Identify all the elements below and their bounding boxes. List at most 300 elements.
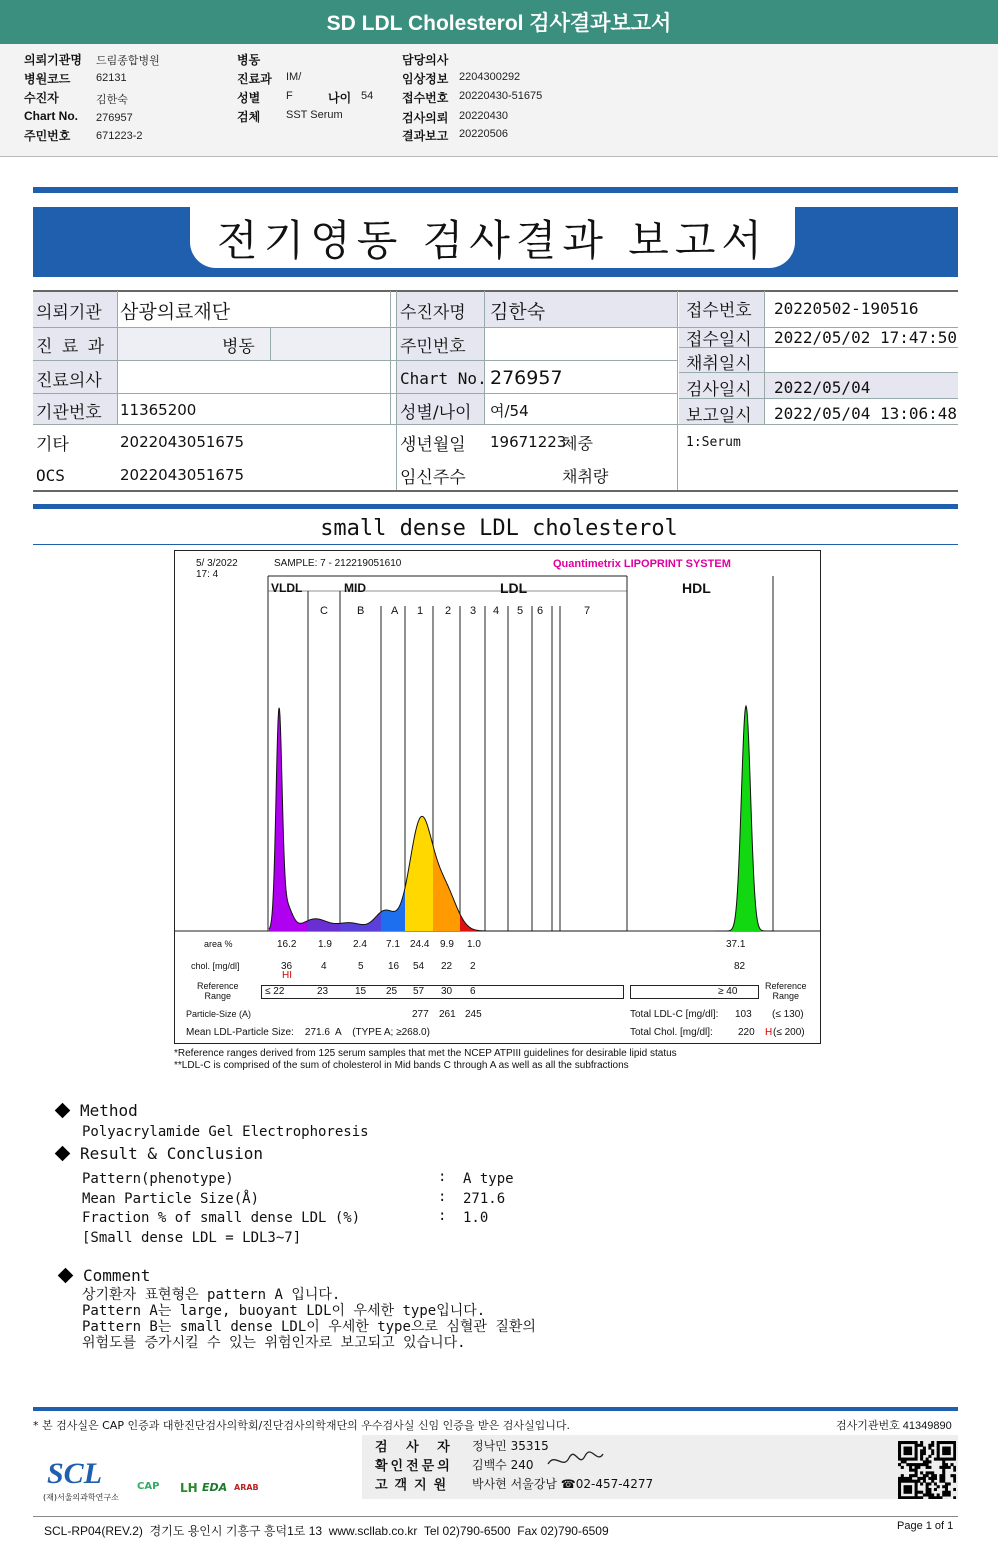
result-value-size: 271.6 [463,1191,506,1207]
value-clinical-info: 2204300292 [459,71,521,83]
value-institution-no: 11365200 [120,401,197,419]
value-specimen: SST Serum [286,109,343,121]
ref-label-left: Reference Range [197,981,239,1001]
label-etc: 기타 [36,434,69,455]
label-receipt-datetime: 접수일시 [686,329,752,350]
value-rrn: 671223-2 [96,130,143,142]
particle-label: Particle-Size (A) [186,1009,252,1019]
chol-ldl3: 2 [470,961,476,972]
qr-module [906,1480,909,1483]
qr-module [928,1493,931,1496]
qr-module [906,1488,909,1491]
value-confirm-doctor: 김백수 240 [472,1458,534,1472]
qr-module [950,1463,953,1466]
qr-module [909,1463,912,1466]
label-dob: 생년월일 [400,434,466,455]
qr-module [948,1441,951,1444]
label-collection-volume: 채취량 [562,466,609,486]
scl-logo: SCL [47,1457,103,1490]
ref-ldl3: 6 [470,986,476,997]
qr-module [901,1477,904,1480]
value-sex: F [286,90,293,102]
qr-module [906,1463,909,1466]
chol-ldl2: 22 [441,961,453,972]
ref-vldl: ≤ 22 [265,986,285,997]
label-pregnancy-weeks: 임신주수 [400,467,466,488]
qr-module [953,1449,956,1452]
chol-vldl: 36 [281,961,293,972]
qr-module [917,1477,920,1480]
qr-module [928,1455,931,1458]
qr-module [920,1458,923,1461]
band-c: C [320,605,328,617]
value-receipt-number: 20220502-190516 [774,298,919,318]
area-hdl: 37.1 [726,939,746,950]
qr-module [923,1474,926,1477]
qr-module [926,1458,929,1461]
qr-module [939,1466,942,1469]
qr-module [942,1447,945,1450]
chart-footnote-1: *Reference ranges derived from 125 serum samples that met the NCEP ATPIII guidelines for desirable lipid status [174,1048,677,1059]
qr-module [909,1466,912,1469]
qr-module [928,1482,931,1485]
label-confirm-doctor: 확인전문의 [375,1459,453,1474]
qr-module [942,1493,945,1496]
header-info-panel [0,44,998,157]
diamond-bullet-icon [55,1146,71,1162]
qr-module [915,1496,918,1499]
qr-module [898,1482,901,1485]
qr-module [928,1447,931,1450]
label-rrn: 주민번호 [24,129,71,143]
qr-module [915,1482,918,1485]
qr-module [953,1488,956,1491]
band-hdl: HDL [682,580,711,596]
chart-sample: SAMPLE: 7 - 212219051610 [274,558,402,569]
qr-module [937,1493,940,1496]
qr-module [942,1491,945,1494]
qr-module [945,1441,948,1444]
qr-module [898,1493,901,1496]
label-institution-no: 기관번호 [36,402,102,423]
area-vldl: 16.2 [277,939,297,950]
qr-module [948,1491,951,1494]
qr-module [904,1460,907,1463]
label-receipt-number: 접수번호 [686,300,752,321]
value-chart-number: 276957 [490,367,563,389]
qr-module [909,1488,912,1491]
qr-module [953,1496,956,1499]
qr-module [923,1463,926,1466]
qr-module [909,1496,912,1499]
qr-module [926,1485,929,1488]
qr-module [928,1466,931,1469]
qr-module [937,1485,940,1488]
chol-label: chol. [mg/dl] [191,961,240,971]
qr-module [953,1469,956,1472]
ref-box-right [630,985,759,999]
qr-module [939,1474,942,1477]
qr-module [928,1477,931,1480]
qr-module [942,1485,945,1488]
qr-module [920,1444,923,1447]
qr-module [926,1491,929,1494]
qr-module [950,1441,953,1444]
footer-page: Page 1 of 1 [897,1520,954,1532]
qr-module [915,1449,918,1452]
arab-badge: ARAB [234,1483,259,1492]
area-label: area % [204,939,233,949]
band-ldl1: 1 [417,605,424,617]
value-report-date: 20220506 [459,128,508,140]
qr-module [898,1444,901,1447]
value-request-date: 20220430 [459,110,508,122]
qr-module [934,1474,937,1477]
qr-module [901,1474,904,1477]
chol-hi-flag: HI [282,970,292,981]
qr-module [915,1458,918,1461]
qr-module [906,1458,909,1461]
qr-module [942,1441,945,1444]
band-a: A [391,605,399,617]
chol-c: 4 [321,961,327,972]
area-b: 2.4 [353,939,367,950]
qr-module [898,1447,901,1450]
qr-module [904,1485,907,1488]
footer-address: SCL-RP04(REV.2) 경기도 용인시 기흥구 흥덕1로 13 www.scllab.co.kr Tel 02)790-6500 Fax 02)790-6509 [44,1524,609,1538]
qr-code-icon [898,1441,956,1499]
qr-module [909,1458,912,1461]
value-patient: 김한숙 [96,94,128,106]
comment-line: 상기환자 표현형은 pattern A 입니다. [82,1287,341,1303]
ldl1-area [405,816,433,931]
band-ldl6: 6 [537,605,544,617]
band-ldl2: 2 [445,605,452,617]
qr-module [920,1477,923,1480]
qr-module [934,1482,937,1485]
qr-module [942,1480,945,1483]
value-receipt-no: 20220430-51675 [459,90,543,102]
ref-a: 25 [386,986,398,997]
qr-module [942,1469,945,1472]
label-specimen: 검체 [237,110,261,124]
qr-module [926,1474,929,1477]
qr-module [942,1458,945,1461]
qr-module [898,1458,901,1461]
comment-heading: Comment [60,1266,150,1285]
chart-time: 17: 4 [196,569,219,580]
qr-module [934,1477,937,1480]
particle-ldl1: 277 [412,1009,429,1020]
value-examiner: 정낙민 35315 [472,1439,549,1453]
qr-module [920,1482,923,1485]
qr-module [945,1491,948,1494]
result-label-fraction: Fraction % of small dense LDL (%) [82,1210,361,1226]
label-ward: 병동 [237,53,261,67]
lipoprint-chart [174,550,821,1044]
qr-module [953,1444,956,1447]
value-dob: 19671223 [490,433,567,451]
qr-module [926,1471,929,1474]
label-chart-no: Chart No. [24,109,78,123]
qr-module [915,1491,918,1494]
qr-module [931,1477,934,1480]
qr-module [923,1493,926,1496]
result-colon: : [438,1189,447,1205]
ref-b: 15 [355,986,367,997]
result-heading: Result & Conclusion [57,1144,263,1163]
qr-module [948,1458,951,1461]
diamond-bullet-icon [58,1268,74,1284]
qr-module [948,1447,951,1450]
qr-module [898,1480,901,1483]
area-c: 1.9 [318,939,332,950]
qr-module [950,1474,953,1477]
qr-module [898,1441,901,1444]
qr-module [909,1447,912,1450]
label-request-date: 검사의뢰 [402,111,449,125]
value-report-datetime: 2022/05/04 13:06:48 [774,403,958,423]
qr-module [906,1477,909,1480]
band-vldl: VLDL [271,581,303,595]
qr-module [898,1488,901,1491]
qr-module [923,1447,926,1450]
qr-module [901,1466,904,1469]
qr-module [917,1463,920,1466]
qr-module [906,1452,909,1455]
chol-a: 16 [388,961,400,972]
total-chol-label: Total Chol. [mg/dl]: [630,1027,713,1038]
qr-module [906,1496,909,1499]
chart-brand: Quantimetrix LIPOPRINT SYSTEM [553,558,731,570]
qr-module [931,1471,934,1474]
label-requester: 의뢰기관명 [24,53,82,67]
label-chart-number: Chart No. [400,368,487,388]
section-rule [33,504,958,509]
qr-module [904,1449,907,1452]
band-b: B [357,605,365,617]
qr-module [915,1471,918,1474]
value-test-datetime: 2022/05/04 [774,377,871,397]
qr-module [923,1460,926,1463]
band-mid: MID [344,581,366,595]
qr-module [909,1441,912,1444]
mid-b-area [340,912,381,931]
section-underline [33,544,958,545]
value-customer-support: 박사현 서울강남 ☎02-457-4277 [472,1477,654,1491]
qr-module [912,1458,915,1461]
label-department: 진 료 과 [36,336,107,357]
qr-module [909,1469,912,1472]
qr-module [953,1441,956,1444]
banner-title: 전기영동 검사결과 보고서 [190,207,795,268]
qr-module [920,1449,923,1452]
qr-module [915,1469,918,1472]
qr-module [906,1485,909,1488]
qr-module [931,1449,934,1452]
qr-module [939,1441,942,1444]
qr-module [920,1491,923,1494]
qr-module [904,1458,907,1461]
value-requester-org: 삼광의료재단 [120,300,231,323]
qr-module [920,1452,923,1455]
qr-module [906,1447,909,1450]
qr-module [937,1452,940,1455]
qr-module [901,1441,904,1444]
section-title: small dense LDL cholesterol [320,516,678,541]
comment-line: Pattern A는 large, buoyant LDL이 우세한 type입니다. [82,1303,486,1319]
qr-module [926,1466,929,1469]
qr-module [926,1493,929,1496]
qr-module [915,1447,918,1450]
label-receipt-no: 접수번호 [402,91,449,105]
qr-module [942,1474,945,1477]
ref-c: 23 [317,986,329,997]
qr-module [912,1496,915,1499]
qr-module [934,1496,937,1499]
qr-module [937,1458,940,1461]
qr-module [953,1477,956,1480]
qr-module [939,1480,942,1483]
qr-module [898,1491,901,1494]
qr-module [915,1474,918,1477]
result-value-fraction: 1.0 [463,1210,489,1226]
method-text: Polyacrylamide Gel Electrophoresis [82,1124,369,1140]
footer-inst-no: 검사기관번호 41349890 [836,1420,952,1432]
qr-module [934,1488,937,1491]
qr-module [945,1449,948,1452]
chart-date: 5/ 3/2022 [196,558,238,569]
qr-module [898,1449,901,1452]
ref-label-right: Reference Range [765,981,807,1001]
qr-module [904,1491,907,1494]
ref-ldl2: 30 [441,986,453,997]
banner-top-rule [33,187,958,193]
qr-module [915,1488,918,1491]
chol-ldl1: 54 [413,961,425,972]
qr-module [931,1444,934,1447]
qr-module [915,1441,918,1444]
qr-module [931,1441,934,1444]
result-note-sdldl: [Small dense LDL = LDL3~7] [82,1230,302,1246]
label-patient: 수진자 [24,91,59,105]
label-weight: 체중 [562,433,593,453]
qr-module [912,1469,915,1472]
value-sex-age: 여/54 [490,401,529,420]
qr-module [901,1480,904,1483]
comment-text [82,1287,536,1351]
qr-module [953,1458,956,1461]
qr-module [942,1460,945,1463]
qr-module [939,1458,942,1461]
report-header-title: SD LDL Cholesterol 검사결과보고서 [0,0,998,44]
chol-hdl: 82 [734,961,746,972]
footer-cert-note: * 본 검사실은 CAP 인증과 대한진단검사의학회/진단검사의학재단의 우수검사실 신임 인증을 받은 검사실입니다. [33,1419,571,1432]
result-colon: : [438,1208,447,1224]
qr-module [928,1471,931,1474]
label-report-date: 결과보고 [402,129,449,143]
label-customer-support: 고객지원 [375,1478,454,1493]
qr-module [942,1449,945,1452]
qr-module [898,1496,901,1499]
value-hospital-code: 62131 [96,72,127,84]
value-age: 54 [361,90,374,102]
qr-module [937,1441,940,1444]
method-heading: Method [57,1101,138,1120]
qr-module [915,1466,918,1469]
scl-logo-sub: (재)서울의과학연구소 [43,1493,119,1502]
qr-module [909,1480,912,1483]
qr-module [909,1477,912,1480]
qr-module [945,1458,948,1461]
qr-module [937,1455,940,1458]
value-receipt-datetime: 2022/05/02 17:47:50 [774,327,958,347]
qr-module [931,1452,934,1455]
qr-module [909,1449,912,1452]
qr-module [934,1458,937,1461]
qr-module [906,1441,909,1444]
particle-ldl3: 245 [465,1009,482,1020]
qr-module [945,1452,948,1455]
qr-module [948,1493,951,1496]
qr-module [926,1463,929,1466]
qr-module [917,1491,920,1494]
qr-module [945,1463,948,1466]
comment-line: 위험도를 증가시킬 수 있는 위험인자로 보고되고 있습니다. [82,1335,466,1351]
value-etc: 2022043051675 [120,433,245,451]
qr-module [945,1482,948,1485]
qr-module [898,1485,901,1488]
qr-module [953,1474,956,1477]
qr-module [909,1474,912,1477]
qr-module [928,1488,931,1491]
chart-footnote-2: **LDL-C is comprised of the sum of cholesterol in Mid bands C through A as well as all the subfractions [174,1060,629,1071]
qr-module [948,1482,951,1485]
qr-module [939,1477,942,1480]
band-ldl7: 7 [584,605,591,617]
qr-module [931,1474,934,1477]
label-ocs: OCS [36,465,65,485]
qr-module [909,1491,912,1494]
qr-module [904,1452,907,1455]
qr-module [920,1471,923,1474]
value-patient-name: 김한숙 [490,300,546,323]
qr-module [915,1444,918,1447]
qr-module [948,1452,951,1455]
qr-module [953,1452,956,1455]
footer-rule [33,1407,958,1411]
mean-ldl-size: Mean LDL-Particle Size: 271.6 A (TYPE A; ≥268.0) [186,1027,430,1038]
label-age: 나이 [328,91,352,105]
qr-module [915,1455,918,1458]
qr-module [945,1493,948,1496]
qr-module [904,1441,907,1444]
qr-module [923,1452,926,1455]
qr-module [926,1460,929,1463]
qr-module [898,1477,901,1480]
result-label-pattern: Pattern(phenotype) [82,1171,234,1187]
total-chol-value: 220 [738,1027,755,1038]
cap-badge: CAP [137,1481,160,1492]
qr-module [920,1455,923,1458]
qr-module [948,1466,951,1469]
label-clinical-info: 임상정보 [402,72,449,86]
area-ldl1: 24.4 [410,939,430,950]
qr-module [945,1485,948,1488]
qr-module [915,1493,918,1496]
qr-module [912,1480,915,1483]
qr-module [942,1471,945,1474]
